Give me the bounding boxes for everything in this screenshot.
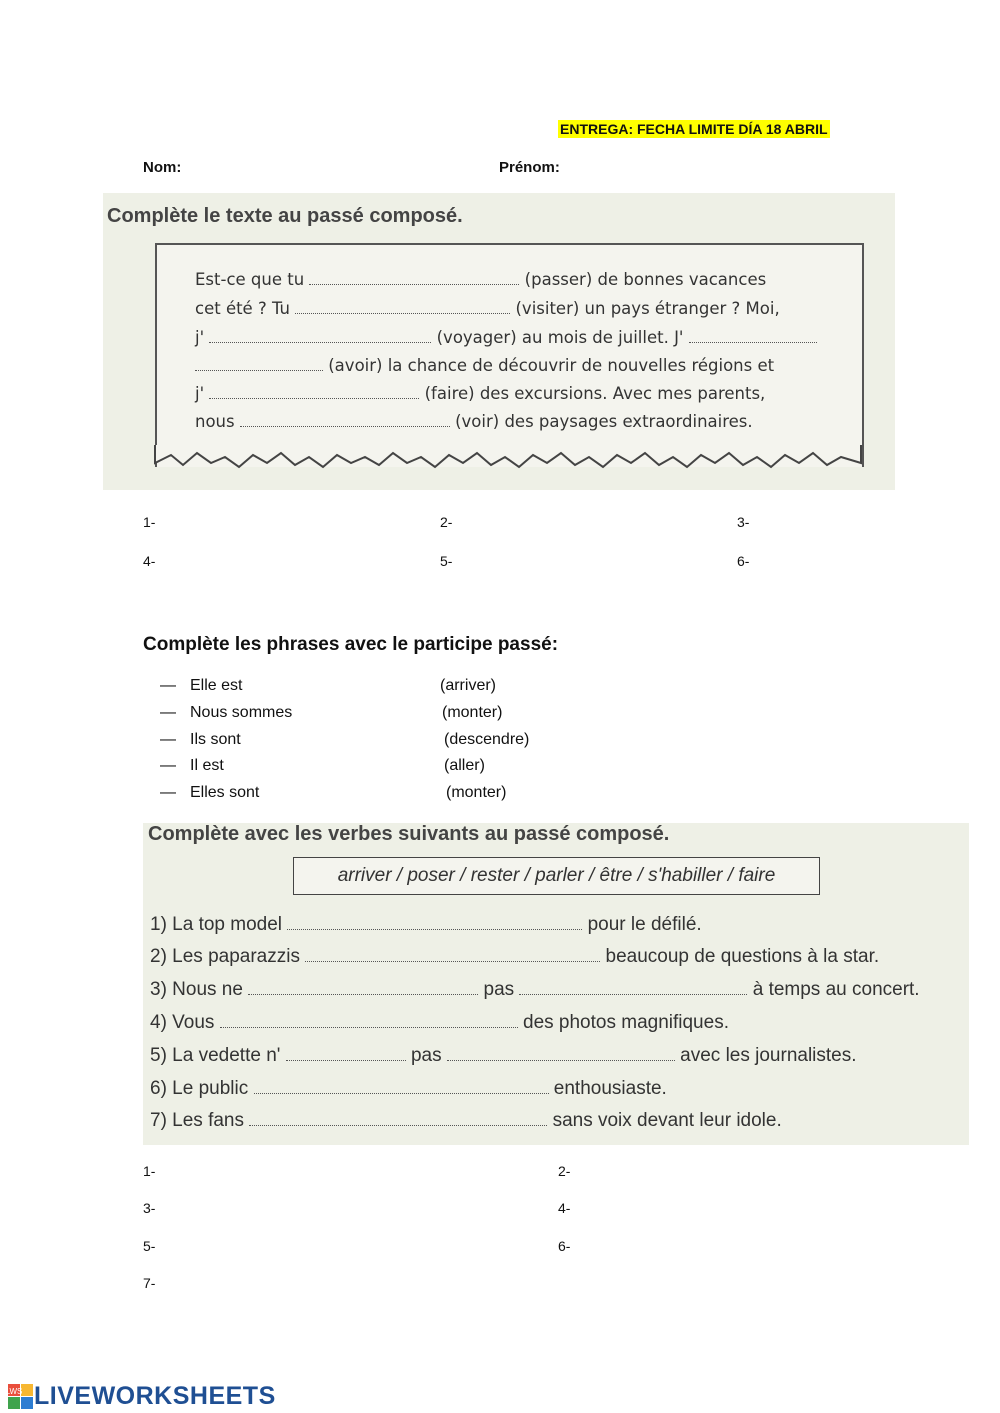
bullet: — (160, 731, 176, 748)
verb-1: (arriver) (440, 677, 496, 694)
answer-5[interactable]: 5- (440, 553, 453, 569)
liveworksheets-logo (5, 1382, 276, 1411)
answer3-1[interactable]: 1- (143, 1163, 156, 1179)
subject-1: Elle est (190, 677, 243, 694)
sentence-7: 7) Les fans sans voix devant leur idole. (150, 1110, 782, 1131)
exercise3-title: Complète avec les verbes suivants au passé composé. (148, 823, 670, 845)
verb-4: (aller) (444, 757, 485, 774)
answer-2[interactable]: 2- (440, 514, 453, 530)
sentence-2: 2) Les paparazzis beaucoup de questions à la star. (150, 946, 880, 967)
answer-4[interactable]: 4- (143, 553, 156, 569)
blank-3[interactable] (209, 328, 431, 343)
sentence-blank[interactable] (254, 1079, 549, 1094)
exercise2-title: Complète les phrases avec le participe passé: (143, 634, 559, 655)
answer3-3[interactable]: 3- (143, 1200, 156, 1216)
sentence-blank[interactable] (305, 947, 600, 962)
bullet: — (160, 784, 176, 801)
exercise1-title: Complète le texte au passé composé. (107, 205, 463, 227)
answer-3[interactable]: 3- (737, 514, 750, 530)
sentence-3: 3) Nous ne pas à temps au concert. (150, 979, 920, 1000)
liveworksheets-logo-icon (5, 1384, 34, 1410)
sentence-5: 5) La vedette n' pas avec les journalistes. (150, 1045, 857, 1066)
text-line-4: (avoir) la chance de découvrir de nouvelles régions et (195, 356, 774, 375)
answer3-5[interactable]: 5- (143, 1238, 156, 1254)
answer-6[interactable]: 6- (737, 553, 750, 569)
text-line-3: j' (voyager) au mois de juillet. J' (195, 328, 817, 347)
logo-text: LIVEWORKSHEETS (34, 1382, 276, 1410)
bullet: — (160, 704, 176, 721)
answer3-6[interactable]: 6- (558, 1238, 571, 1254)
sentence-blank[interactable] (287, 915, 582, 930)
answer3-7[interactable]: 7- (143, 1275, 156, 1291)
verb-3: (descendre) (444, 731, 530, 748)
blank-6[interactable] (240, 412, 450, 427)
text-line-6: nous (voir) des paysages extraordinaires. (195, 412, 753, 431)
text-line-2: cet été ? Tu (visiter) un pays étranger ? Moi, (195, 299, 780, 318)
sentence-4: 4) Vous des photos magnifiques. (150, 1012, 729, 1033)
text-line-1: Est-ce que tu (passer) de bonnes vacances (195, 270, 767, 289)
answer3-4[interactable]: 4- (558, 1200, 571, 1216)
svg-text:LWS: LWS (5, 1386, 23, 1396)
subject-5: Elles sont (190, 784, 260, 801)
nom-label: Nom: (143, 159, 182, 176)
verb-5: (monter) (446, 784, 507, 801)
sentence-blank[interactable] (248, 980, 478, 995)
blank-2[interactable] (295, 299, 510, 314)
sentence-blank[interactable] (220, 1013, 518, 1028)
subject-3: Ils sont (190, 731, 241, 748)
bullet: — (160, 757, 176, 774)
torn-paper-edge (153, 445, 865, 475)
prenom-label: Prénom: (499, 159, 560, 176)
text-line-5: j' (faire) des excursions. Avec mes parents, (195, 384, 766, 403)
blank-4[interactable] (689, 328, 817, 343)
subject-4: Il est (190, 757, 224, 774)
sentence-blank[interactable] (286, 1046, 406, 1061)
sentence-blank[interactable] (519, 980, 747, 995)
subject-2: Nous sommes (190, 704, 293, 721)
answer-1[interactable]: 1- (143, 514, 156, 530)
verb-2: (monter) (442, 704, 503, 721)
deadline-banner: ENTREGA: FECHA LIMITE DÍA 18 ABRIL (560, 121, 828, 137)
sentence-1: 1) La top model pour le défilé. (150, 914, 702, 935)
blank-1[interactable] (309, 270, 519, 285)
blank-5[interactable] (209, 384, 419, 399)
bullet: — (160, 677, 176, 694)
blank-4b[interactable] (195, 356, 323, 371)
sentence-6: 6) Le public enthousiaste. (150, 1078, 667, 1099)
sentence-blank[interactable] (249, 1111, 547, 1126)
verb-list-box: arriver / poser / rester / parler / être / s'habiller / faire (293, 857, 820, 895)
sentence-blank[interactable] (447, 1046, 675, 1061)
answer3-2[interactable]: 2- (558, 1163, 571, 1179)
